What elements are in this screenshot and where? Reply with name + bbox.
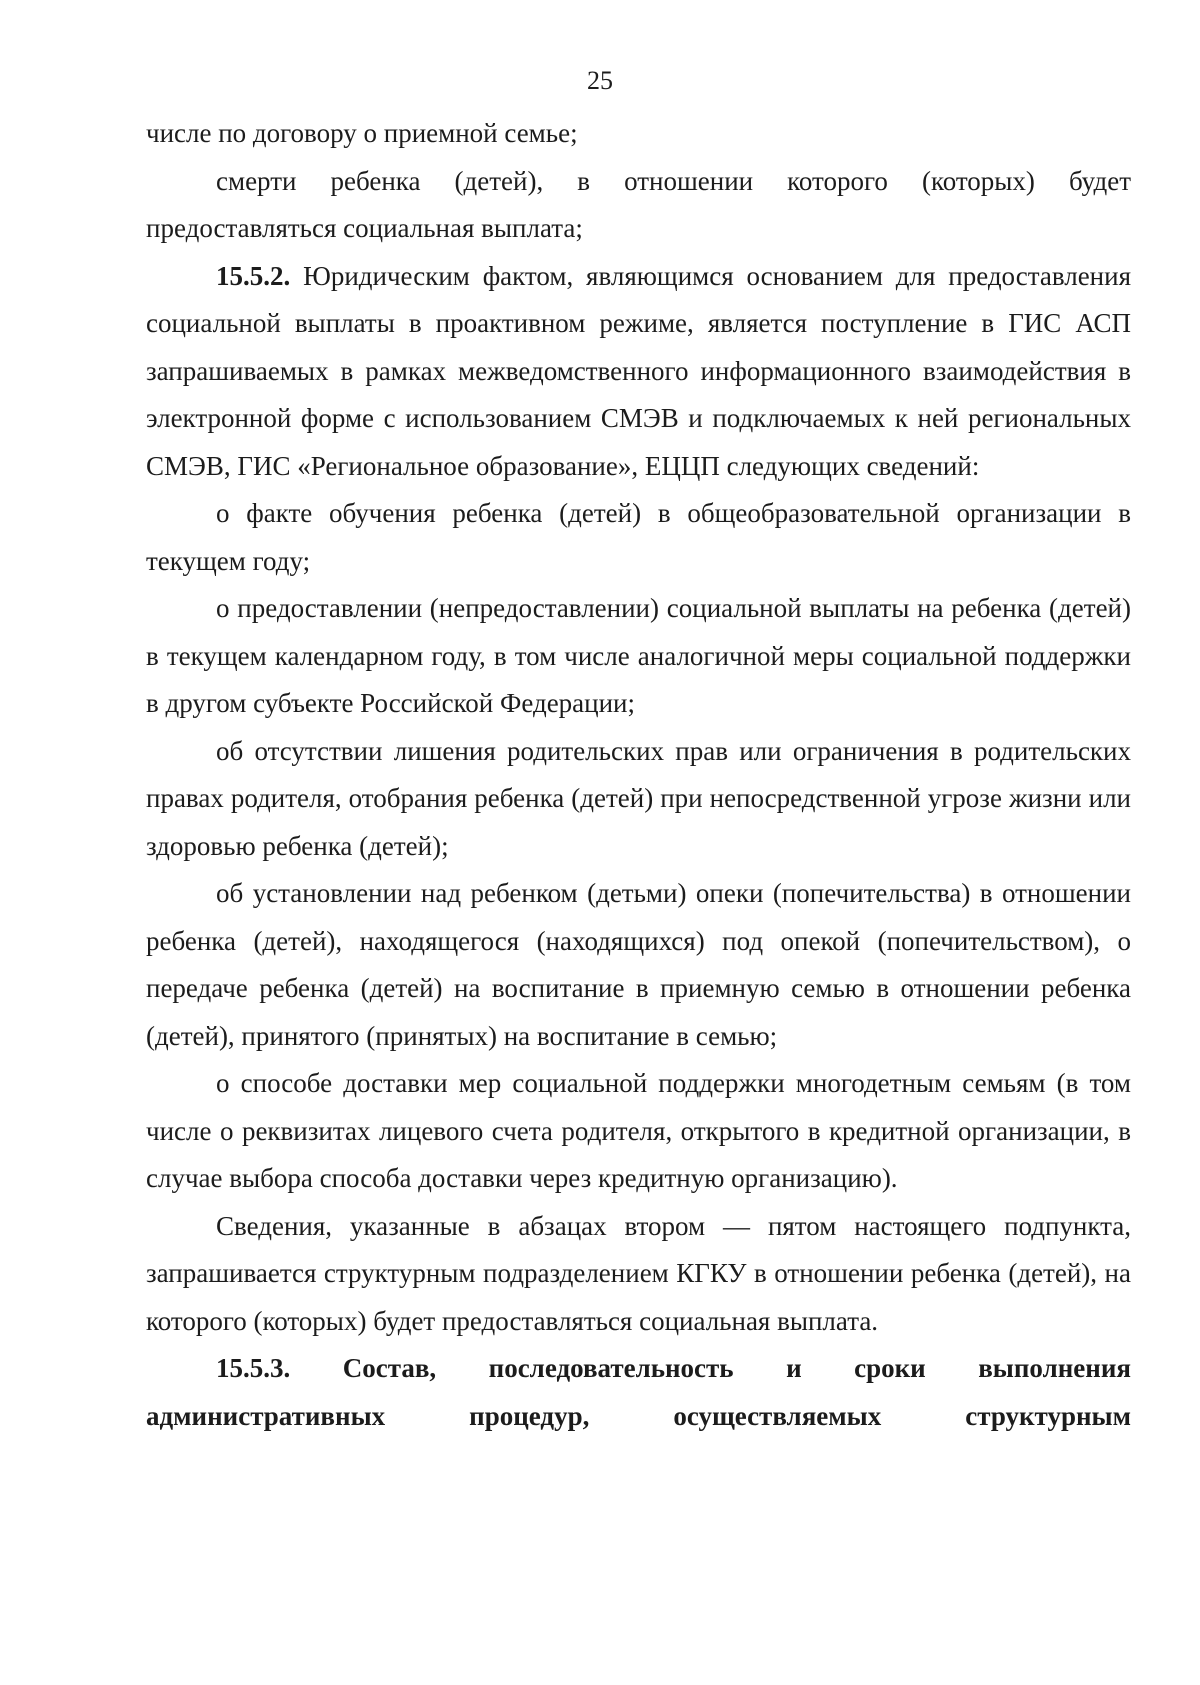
paragraph-parental-rights: об отсутствии лишения родительских прав или ограничения в родительских правах родителя, отобрания ребенка (детей) при непосредственной угрозе жизни или здоровью ребенка (детей); [146,735,1131,861]
clause-text: Юридическим фактом, являющимся основанием для предоставления социальной выплаты в проактивном режиме, является поступление в ГИС АСП запрашиваемых в рамках межведомственного информационного взаимодействия в электронной форме с использованием СМЭВ и подключаемых к ней региональных СМЭВ, ГИС «Региональное образование», ЕЦЦП следующих сведений: [146,260,1131,481]
paragraph-guardianship: об установлении над ребенком (детьми) опеки (попечительства) в отношении ребенка (детей), находящегося (находящихся) под опекой (попечительством), о передаче ребенка (детей) на воспитание в приемную семью в отношении ребенка (детей), принятого (принятых) на воспитание в семью; [146,878,1131,1051]
clause-15-5-3 [146,1345,1131,1440]
paragraph-continuation: числе по договору о приемной семье; [146,118,578,148]
document-body [146,110,1131,1440]
page-number: 25 [587,66,613,95]
paragraph-child-death: смерти ребенка (детей), в отношении которого (которых) будет предоставляться социальная выплата; [146,165,1131,243]
clause-15-5-2 [146,253,1131,491]
paragraph-delivery-method: о способе доставки мер социальной поддержки многодетным семьям (в том числе о реквизитах лицевого счета родителя, открытого в кредитной организации, в случае выбора способа доставки через кредитную организацию). [146,1068,1131,1193]
clause-number: 15.5.3. [216,1353,291,1383]
paragraph-payment-provision: о предоставлении (непредоставлении) социальной выплаты на ребенка (детей) в текущем календарном году, в том числе аналогичной меры социальной поддержки в другом субъекте Российской Федерации; [146,593,1131,718]
clause-number: 15.5.2. [216,260,291,291]
paragraph-information-request: Сведения, указанные в абзацах втором — пятом настоящего подпункта, запрашивается структурным подразделением КГКУ в отношении ребенка (детей), на которого (которых) будет предоставляться социальная выплата. [146,1210,1131,1336]
clause-heading: Состав, последовательность и сроки выполнения административных процедур, осуществляемых структурным [146,1353,1131,1431]
paragraph-school-education: о факте обучения ребенка (детей) в общеобразовательной организации в текущем году; [146,498,1131,576]
